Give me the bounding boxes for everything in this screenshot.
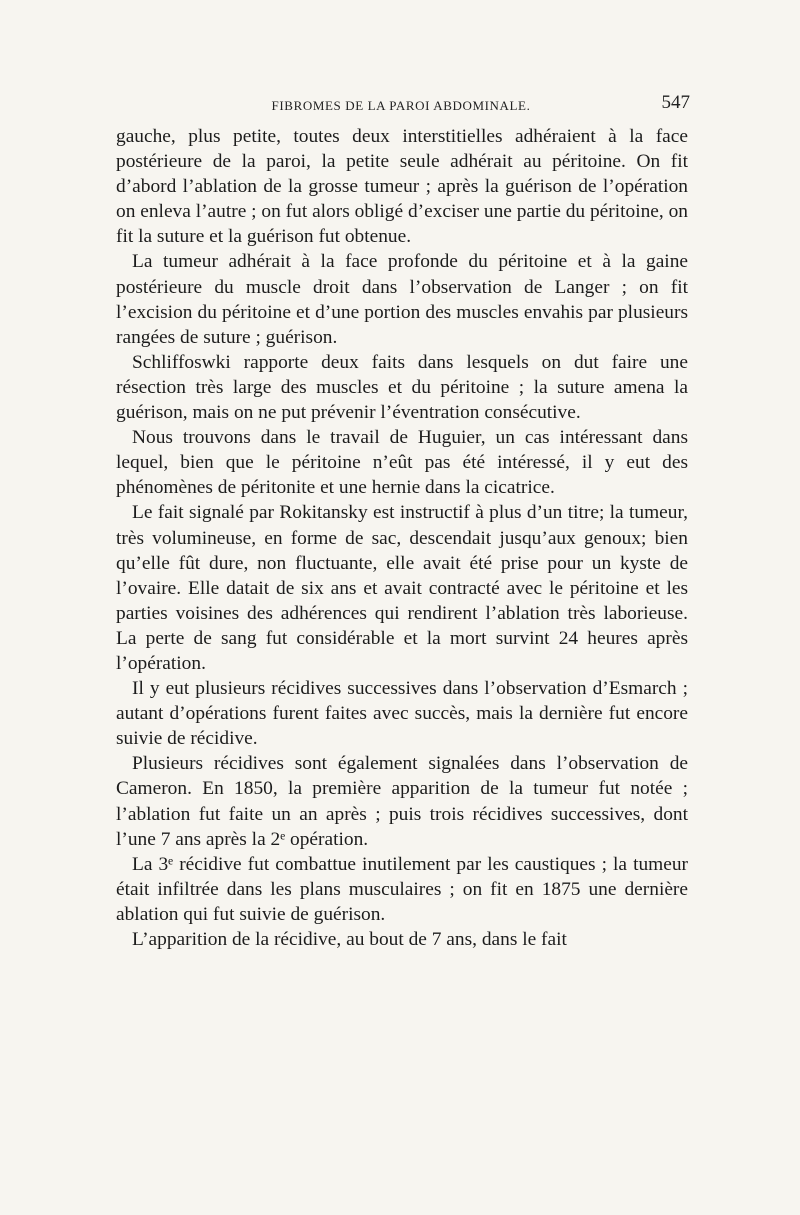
- paragraph: Nous trouvons dans le travail de Huguier, un cas intéressant dans lequel, bien que le péritoine n’eût pas été intéressé, il y eut des phénomènes de péritonite et une hernie dans la cicatrice.: [116, 427, 688, 499]
- paragraph: La tumeur adhérait à la face profonde du péritoine et à la gaine postérieure du muscle droit dans l’observation de Langer ; on fit l’excision du péritoine et d’une portion des muscles envahis par plusieurs rangées de suture ; guérison.: [116, 251, 688, 348]
- paragraph: Schliffoswki rapporte deux faits dans lesquels on dut faire une résection très large des muscles et du péritoine ; la suture amena la guérison, mais on ne put prévenir l’éventration consécutive.: [116, 351, 688, 424]
- running-title: FIBROMES DE LA PAROI ABDOMINALE.: [271, 98, 531, 113]
- page-number: 547: [661, 92, 690, 113]
- paragraph: La 3ᵉ récidive fut combattue inutilement par les caustiques ; la tumeur était infiltrée dans les plans musculaires ; on fit en 1875 une dernière ablation qui fut suivie de guérison.: [116, 853, 688, 925]
- paragraph: Plusieurs récidives sont également signalées dans l’observation de Cameron. En 1850, la première apparition de la tumeur fut notée ; l’ablation fut faite un an après ; puis trois récidives successives, dont l’une 7 ans après la 2ᵉ opération.: [116, 753, 688, 850]
- paragraph: Il y eut plusieurs récidives successives dans l’observation d’Esmarch ; autant d’opérations furent faites avec succès, mais la dernière fut encore suivie de récidive.: [116, 678, 688, 750]
- paragraph: L’apparition de la récidive, au bout de 7 ans, dans le fait: [132, 929, 567, 950]
- paragraph: gauche, plus petite, toutes deux interstitielles adhéraient à la face postérieure de la paroi, la petite seule adhérait au péritoine. On fit d’abord l’ablation de la grosse tumeur ; après la guérison de l’opération on enleva l’autre ; on fut alors obligé d’exciser une partie du péritoine, on fit la suture et la guérison fut obtenue.: [116, 126, 688, 248]
- page-header: [116, 92, 690, 118]
- body-text: [116, 124, 688, 952]
- paragraph: Le fait signalé par Rokitansky est instructif à plus d’un titre; la tumeur, très volumineuse, en forme de sac, descendait jusqu’aux genoux; bien qu’elle fût dure, non fluctuante, elle avait été prise pour un kyste de l’ovaire. Elle datait de six ans et avait contracté avec le péritoine et les parties voisines des adhérences qui rendirent l’ablation très laborieuse. La perte de sang fut considérable et la mort survint 24 heures après l’opération.: [116, 502, 688, 674]
